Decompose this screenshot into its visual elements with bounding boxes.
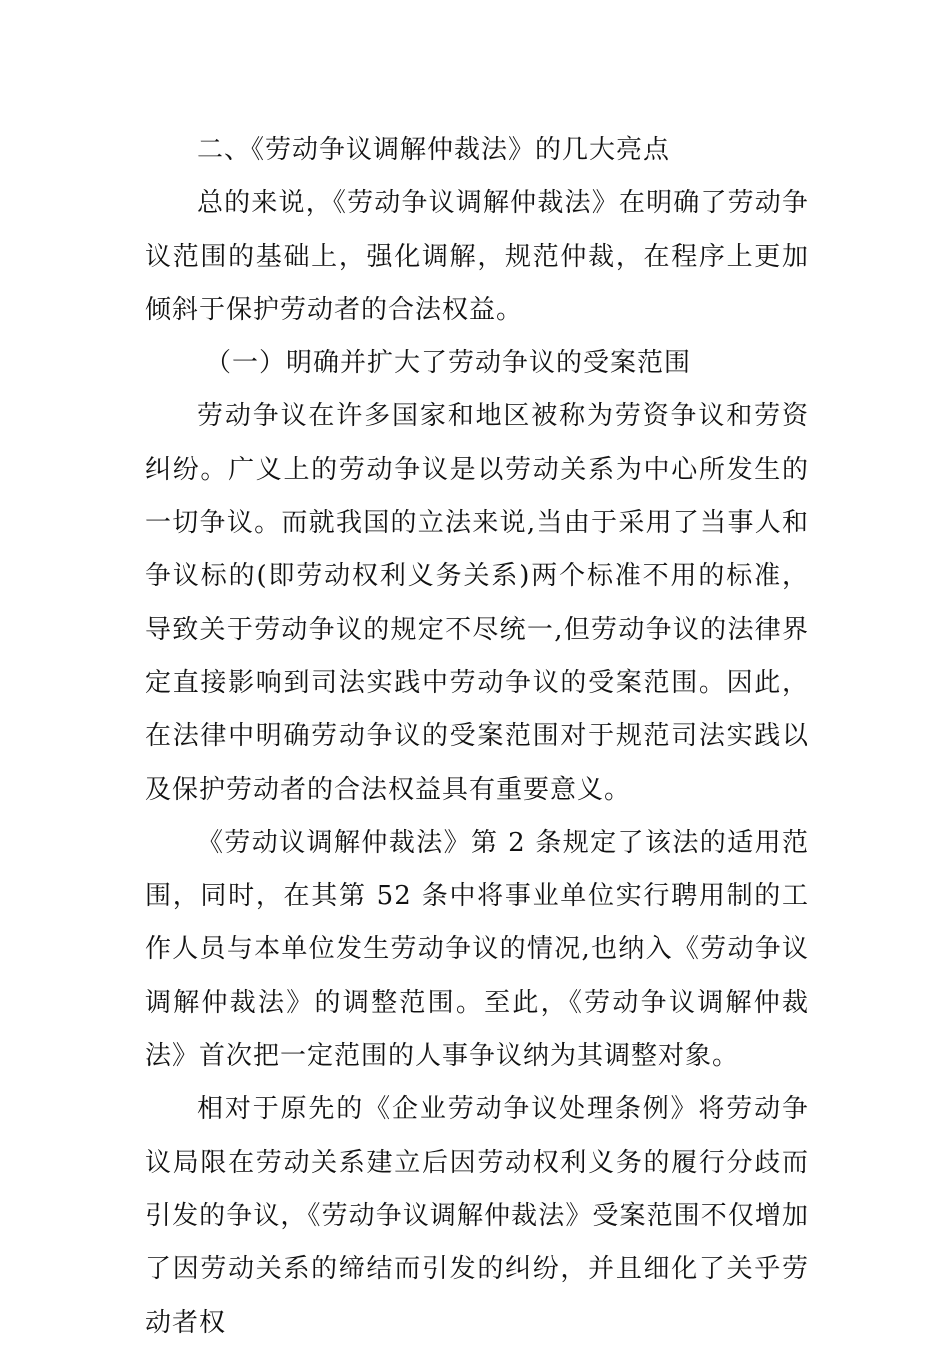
body-paragraph-2: 《劳动议调解仲裁法》第 2 条规定了该法的适用范围，同时，在其第 52 条中将事业单位实行聘用制的工作人员与本单位发生劳动争议的情况,也纳入《劳动争议调解仲裁法》的调整范围。至此，《劳动争议调解仲裁法》首次把一定范围的人事争议纳为其调整对象。 <box>145 827 809 1072</box>
body-paragraph-3: 相对于原先的《企业劳动争议处理条例》将劳动争议局限在劳动关系建立后因劳动权利义务的履行分歧而引发的争议，《劳动争议调解仲裁法》受案范围不仅增加了因劳动关系的缔结而引发的纠纷，并且细化了关乎劳动者权 <box>145 1094 809 1338</box>
subsection-heading: （一）明确并扩大了劳动争议的受案范围 <box>205 348 692 379</box>
body-paragraph-1: 劳动争议在许多国家和地区被称为劳资争议和劳资纠纷。广义上的劳动争议是以劳动关系为中心所发生的一切争议。而就我国的立法来说,当由于采用了当事人和争议标的(即劳动权利义务关系)两个标准不用的标准，导致关于劳动争议的规定不尽统一,但劳动争议的法律界定直接影响到司法实践中劳动争议的受案范围。因此，在法律中明确劳动争议的受案范围对于规范司法实践以及保护劳动者的合法权益具有重要意义。 <box>145 401 809 805</box>
document-body <box>145 124 809 1350</box>
overview-paragraph: 总的来说，《劳动争议调解仲裁法》在明确了劳动争议范围的基础上，强化调解，规范仲裁，在程序上更加倾斜于保护劳动者的合法权益。 <box>145 188 809 325</box>
section-heading: 二、《劳动争议调解仲裁法》的几大亮点 <box>197 135 671 165</box>
